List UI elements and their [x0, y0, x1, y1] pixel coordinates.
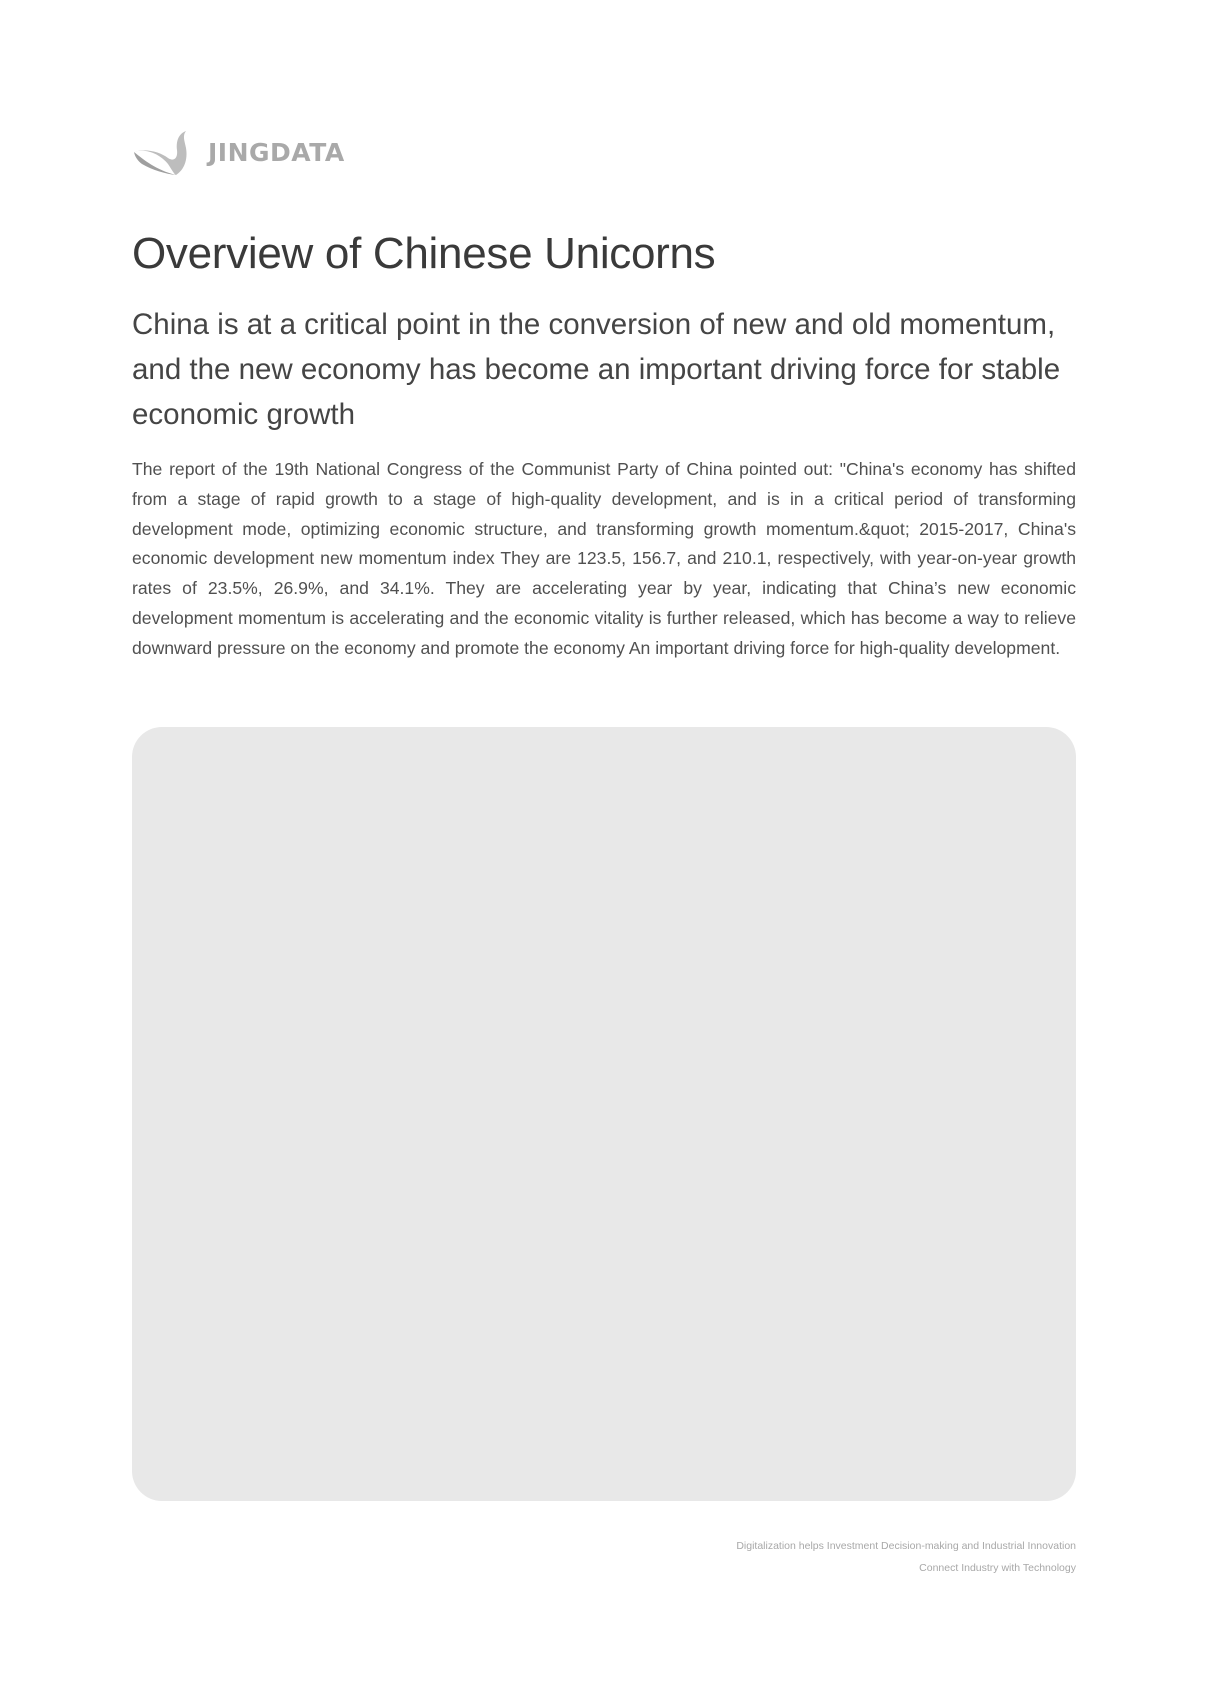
- page-title: Overview of Chinese Unicorns: [132, 229, 716, 278]
- brand-name: JINGDATA: [208, 138, 345, 167]
- footer-slogan: Connect Industry with Technology: [919, 1562, 1076, 1574]
- whale-tail-icon: [132, 130, 190, 176]
- body-paragraph: The report of the 19th National Congress of the Communist Party of China pointed out: "China's economy has shifted from a stage of rapid growth to a stage of high-quality development, and is in a critical period of transforming development mode, optimizing economic structure, and transforming growth momentum.&quot; 2015-2017, China's economic development new momentum index They are 123.5, 156.7, and 210.1, respectively, with year-on-year growth rates of 23.5%, 26.9%, and 34.1%. They are accelerating year by year, indicating that China’s new economic development momentum is accelerating and the economic vitality is further released, which has become a way to relieve downward pressure on the economy and promote the economy An important driving force for high-quality development.: [132, 459, 1076, 658]
- document-page: [132, 0, 1076, 1704]
- footer-tagline: Digitalization helps Investment Decision-making and Industrial Innovation: [736, 1540, 1076, 1552]
- image-placeholder: [132, 727, 1076, 1501]
- footer: [476, 1535, 1076, 1579]
- page-subtitle: China is at a critical point in the conversion of new and old momentum, and the new economy has become an important driving force for stable economic growth: [132, 308, 1061, 431]
- brand-logo: [132, 130, 345, 176]
